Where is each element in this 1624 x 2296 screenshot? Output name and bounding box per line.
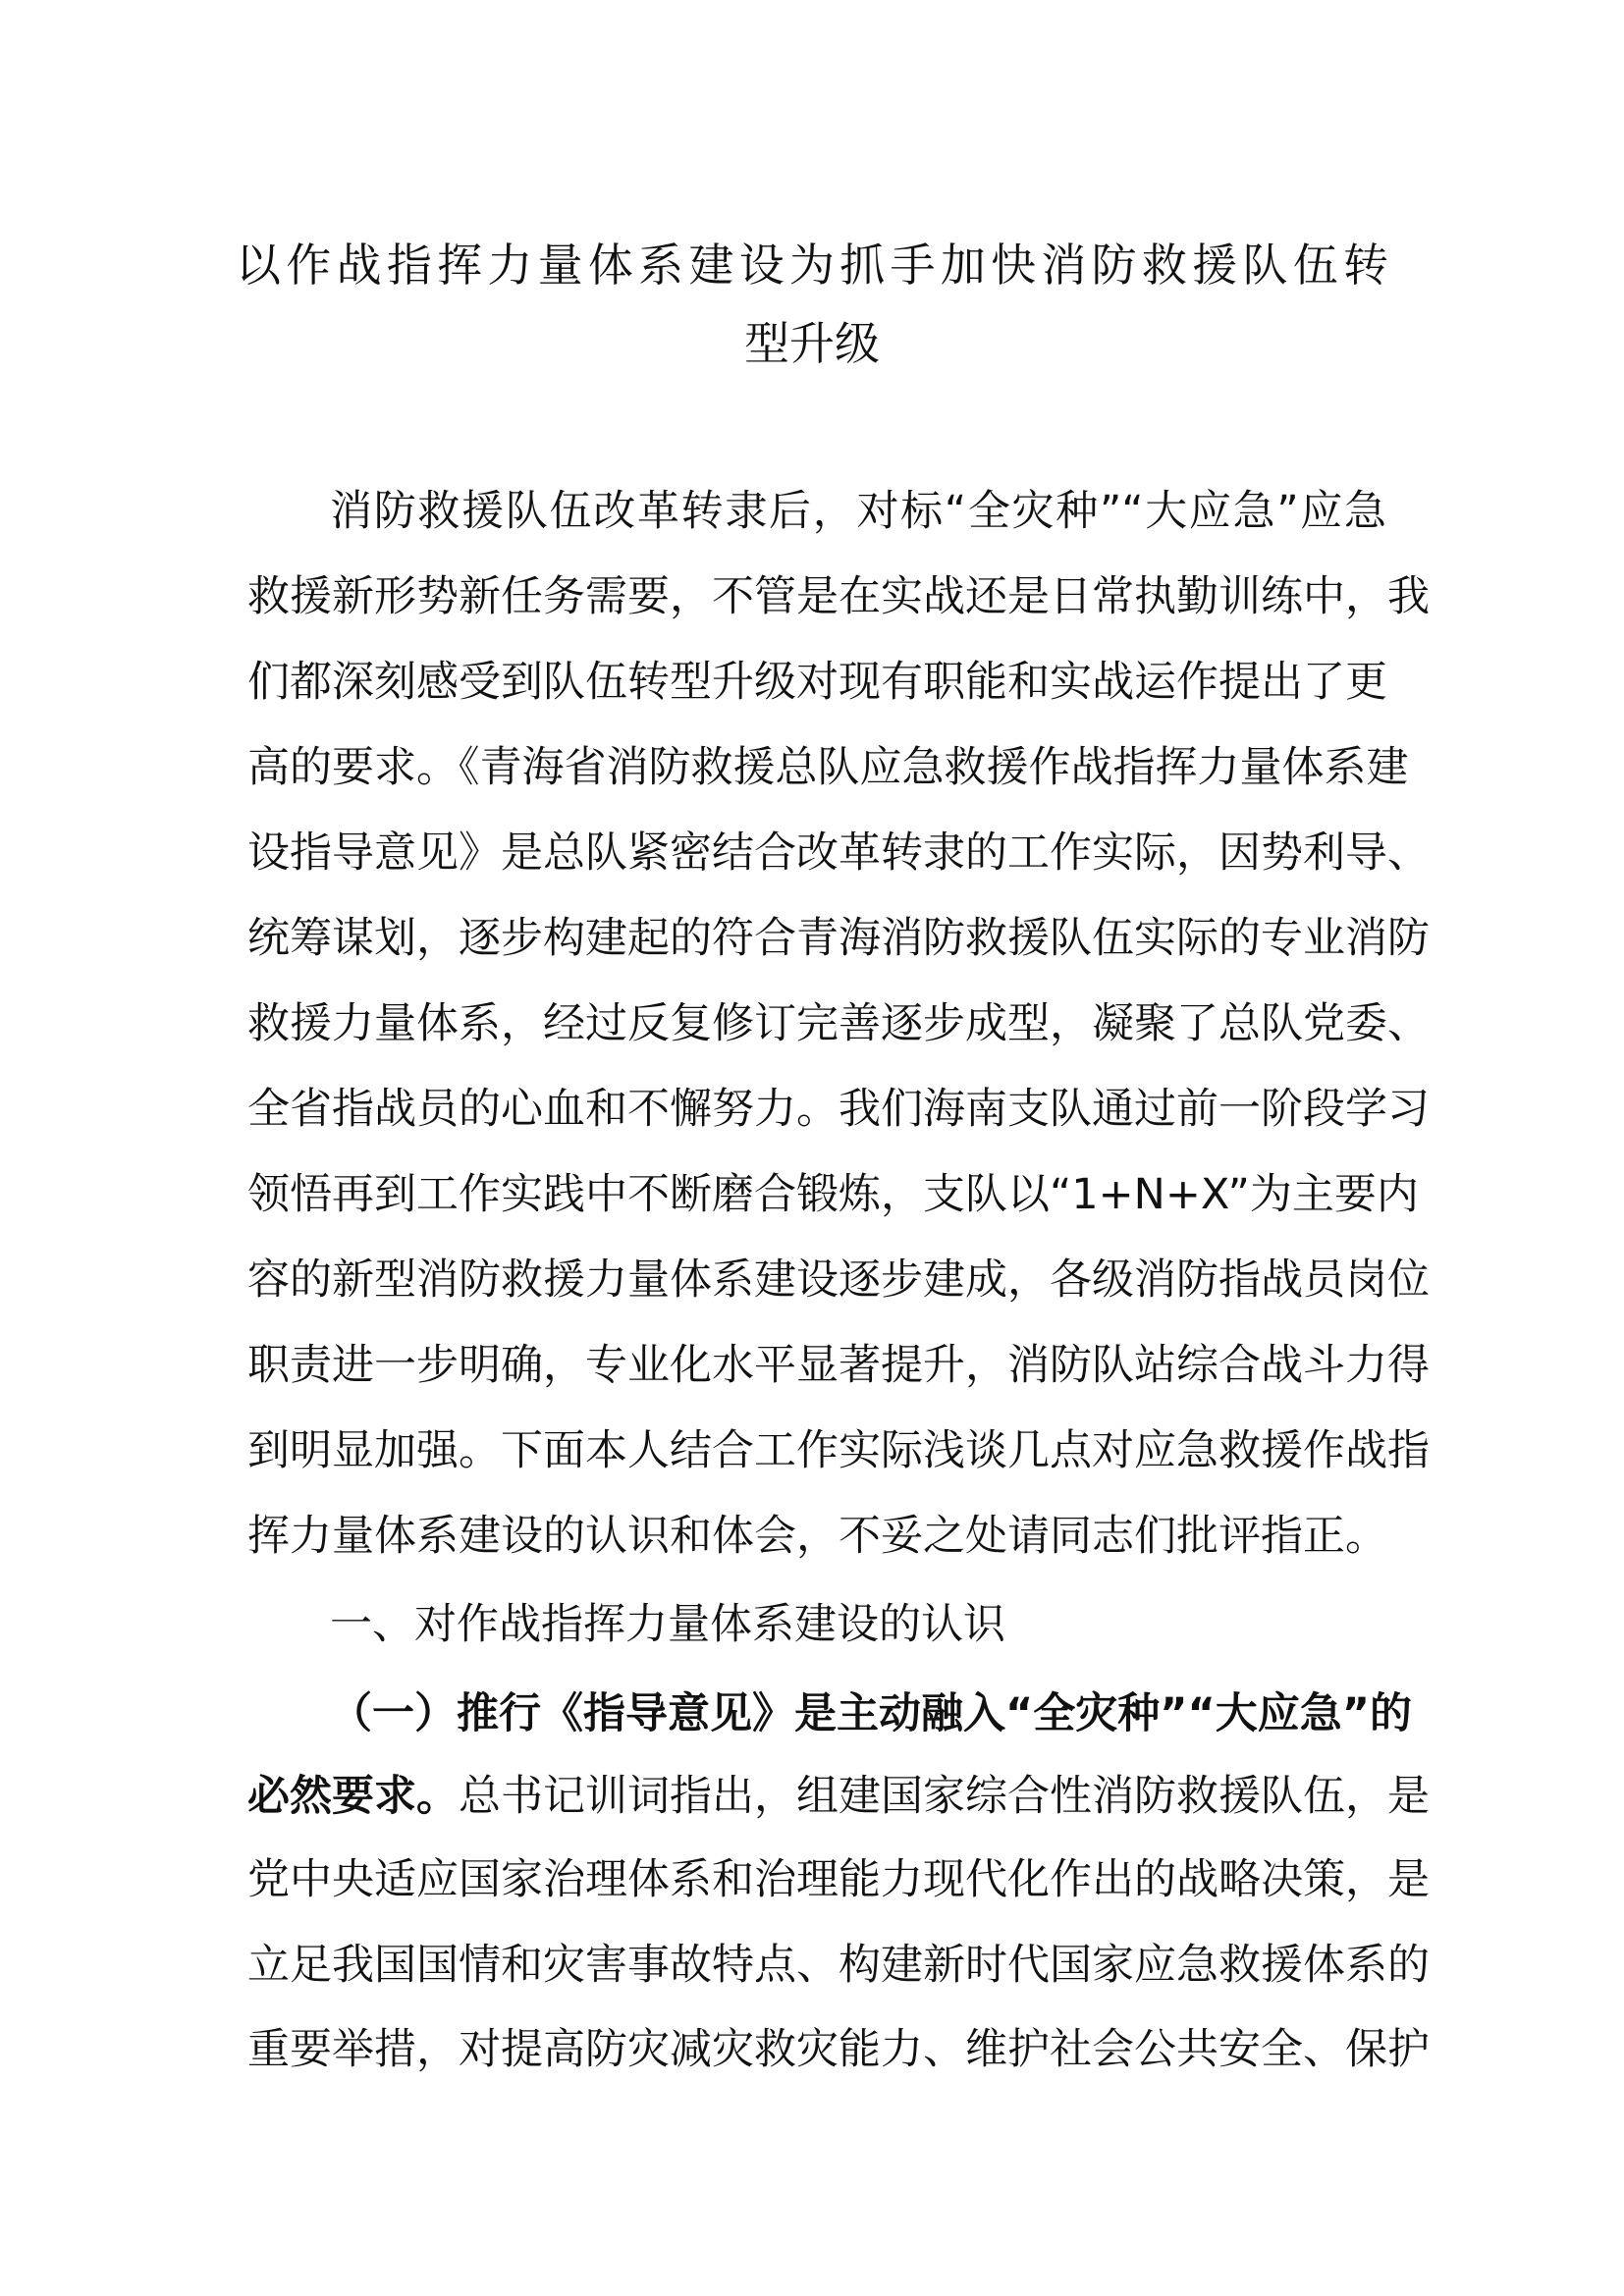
- section-heading: 一、对作战指挥力量体系建设的认识: [330, 1600, 1005, 1649]
- paragraph-line: 救援力量体系，经过反复修订完善逐步成型，凝聚了总队党委、: [247, 999, 1430, 1048]
- document-title-line-2: 型升级: [744, 317, 880, 370]
- paragraph-line: 党中央适应国家治理体系和治理能力现代化作出的战略决策，是: [247, 1855, 1430, 1904]
- paragraph-line: [247, 1767, 1430, 1826]
- paragraph-line: 统筹谋划，逐步构建起的符合青海消防救援队伍实际的专业消防: [247, 914, 1430, 963]
- paragraph-line: 设指导意见》是总队紧密结合改革转隶的工作实际，因势利导、: [247, 828, 1430, 878]
- paragraph-line: 到明显加强。下面本人结合工作实际浅谈几点对应急救援作战指: [247, 1426, 1430, 1475]
- subsection-heading-text: （一）推行《指导意见》是主动融入“全灾种”“大应急”的: [330, 1689, 1413, 1738]
- paragraph-line: 职责进一步明确，专业化水平显著提升，消防队站综合战斗力得: [247, 1341, 1430, 1390]
- paragraph-line: 容的新型消防救援力量体系建设逐步建成，各级消防指战员岗位: [247, 1255, 1430, 1305]
- subsection-heading-end: 必然要求。: [247, 1772, 459, 1821]
- paragraph-line: 挥力量体系建设的认识和体会，不妥之处请同志们批评指正。: [247, 1512, 1387, 1561]
- subsection-heading: [330, 1684, 1413, 1743]
- document-title-line-1: 以作战指挥力量体系建设为抓手加快消防救援队伍转: [236, 239, 1388, 292]
- paragraph-line: 全省指战员的心血和不懈努力。我们海南支队通过前一阶段学习: [247, 1085, 1430, 1134]
- paragraph-line: 救援新形势新任务需要，不管是在实战还是日常执勤训练中，我: [247, 572, 1430, 621]
- paragraph-text: 总书记训词指出，组建国家综合性消防救援队伍，是: [459, 1772, 1430, 1821]
- paragraph-line: 立足我国国情和灾害事故特点、构建新时代国家应急救援体系的: [247, 1941, 1430, 1990]
- paragraph-line: 重要举措，对提高防灾减灾救灾能力、维护社会公共安全、保护: [247, 2025, 1430, 2074]
- paragraph-line: 领悟再到工作实践中不断磨合锻炼，支队以“1+N+X”为主要内: [247, 1170, 1419, 1219]
- paragraph-line: 们都深刻感受到队伍转型升级对现有职能和实战运作提出了更: [247, 658, 1387, 707]
- paragraph-line: 消防救援队伍改革转隶后，对标“全灾种”“大应急”应急: [330, 487, 1386, 536]
- paragraph-line: 高的要求。《青海省消防救援总队应急救援作战指挥力量体系建: [247, 743, 1409, 792]
